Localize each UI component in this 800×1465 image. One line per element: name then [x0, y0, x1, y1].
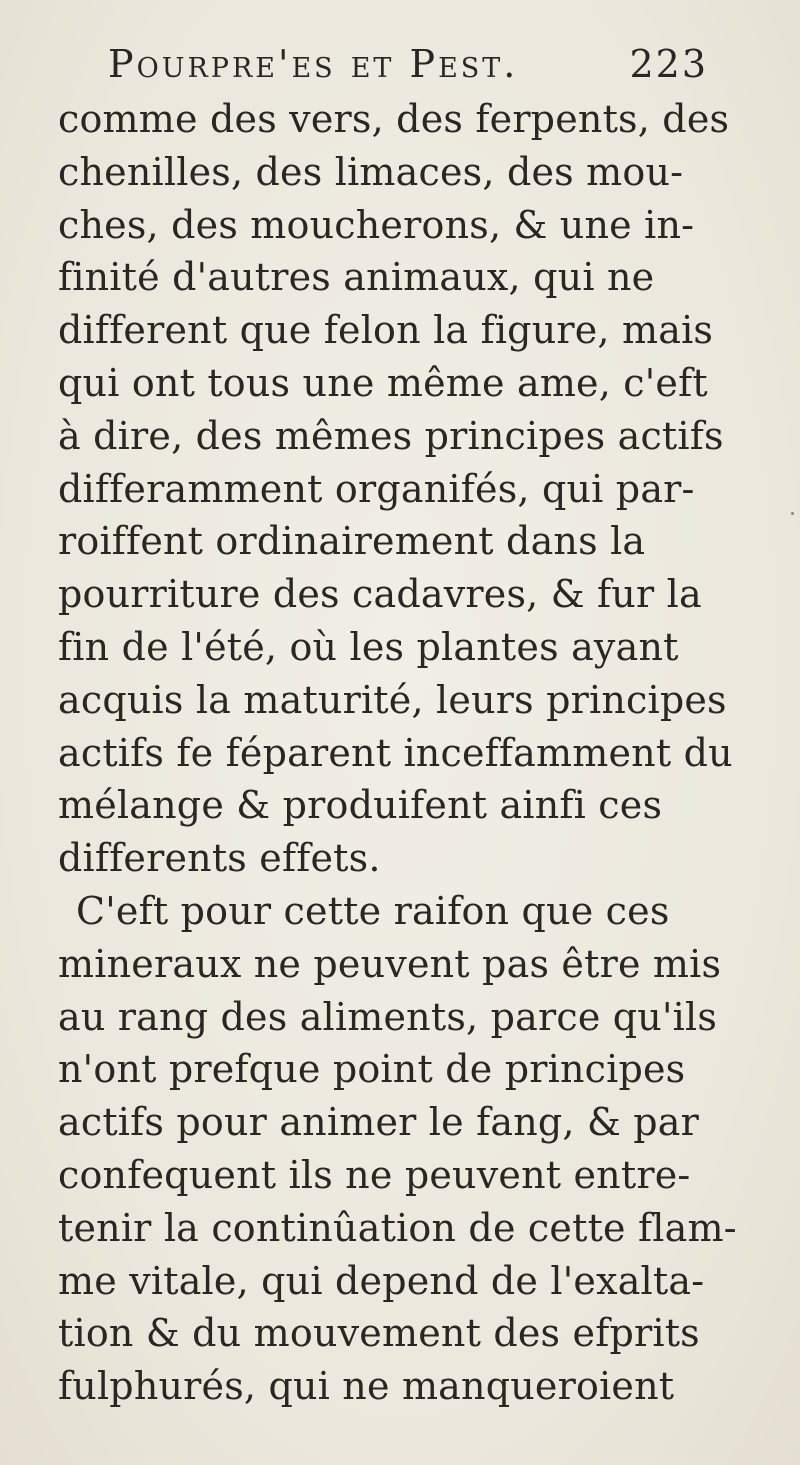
running-head: [108, 38, 708, 90]
text-line: comme des vers, des ferpents, des: [58, 97, 730, 141]
body-text: [58, 93, 737, 1413]
text-line: fin de l'été, où les plantes ayant: [58, 624, 679, 669]
text-line: acquis la maturité, leurs principes: [58, 677, 727, 722]
text-line: finité d'autres animaux, qui ne: [58, 255, 655, 300]
text-line: mélange & produifent ainfi ces: [58, 783, 663, 828]
text-line: chenilles, des limaces, des mou-: [58, 149, 684, 194]
paragraph-start-line: C'eft pour cette raifon que ces: [76, 888, 670, 933]
text-line: differamment organifés, qui par-: [58, 466, 695, 511]
running-title: Pourpre'es et Pest.: [108, 42, 519, 86]
text-line: differents effets.: [58, 836, 381, 881]
text-line: tion & du mouvement des efprits: [58, 1311, 700, 1356]
text-line: qui ont tous une même ame, c'eft: [58, 360, 708, 405]
text-line: n'ont prefque point de principes: [58, 1047, 686, 1092]
text-line: different que felon la figure, mais: [58, 308, 714, 353]
text-line: actifs pour animer le fang, & par: [58, 1100, 700, 1145]
paper-speck: [791, 512, 794, 515]
text-line: confequent ils ne peuvent entre-: [58, 1152, 691, 1197]
text-line: tenir la continûation de cette flam-: [58, 1205, 737, 1250]
text-line: au rang des aliments, parce qu'ils: [58, 994, 718, 1039]
page-number: 223: [629, 42, 708, 86]
text-line: fulphurés, qui ne manqueroient: [58, 1364, 675, 1409]
text-line: actifs fe féparent inceffamment du: [58, 730, 733, 775]
text-line: ches, des moucherons, & une in-: [58, 202, 695, 247]
text-line: pourriture des cadavres, & fur la: [58, 572, 702, 617]
text-line: me vitale, qui depend de l'exalta-: [58, 1258, 705, 1303]
text-line: mineraux ne peuvent pas être mis: [58, 941, 722, 986]
text-line: à dire, des mêmes principes actifs: [58, 413, 724, 458]
text-line: roiffent ordinairement dans la: [58, 519, 646, 564]
